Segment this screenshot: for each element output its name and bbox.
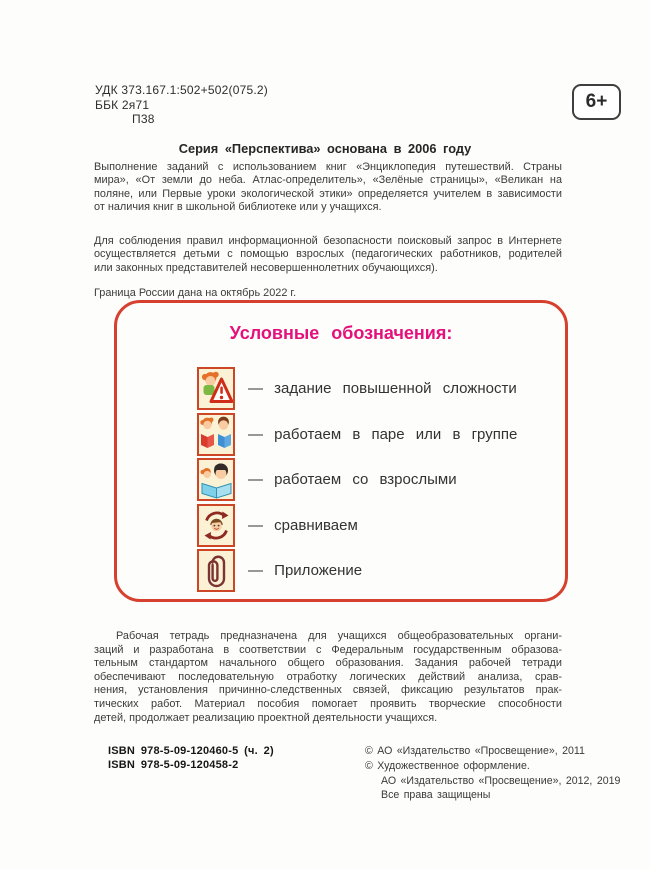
age-rating-badge: 6+ — [572, 84, 621, 120]
copyright-line: АО «Издательство «Просвещение», 2012, 2019 — [381, 774, 621, 787]
text-line: мира», «От земли до неба. Атлас-определитель», «Зелёные страницы», «Великан на — [94, 174, 562, 187]
legend-title: Условные обозначения: — [229, 323, 453, 343]
pair-or-group-work-icon — [197, 413, 235, 456]
compare-icon — [197, 504, 235, 547]
text-line: или законных представителей несовершеннолетних обучающихся). — [94, 261, 438, 274]
series-title: Серия «Перспектива» основана в 2006 году — [178, 141, 472, 156]
text-line: тических работ. Материал пособия помогает проявить творческие способности — [94, 697, 562, 710]
border-note: Граница России дана на октябрь 2022 г. — [94, 287, 297, 299]
legend-label: — работаем в паре или в группе — [248, 425, 518, 443]
difficult-task-icon — [197, 367, 235, 410]
legend-label: — сравниваем — [248, 516, 358, 534]
intro-paragraph-safety — [94, 235, 562, 275]
bbk-line: ББК 2я71 — [95, 97, 150, 112]
legend-label: — задание повышенной сложности — [248, 380, 517, 397]
legend-row-adults-work — [197, 458, 565, 501]
bibliographic-codes — [95, 83, 268, 127]
copyright-block — [365, 744, 620, 803]
appendix-paperclip-icon — [197, 549, 235, 592]
legend-label: — Приложение — [248, 562, 363, 579]
isbn-block — [108, 744, 274, 772]
text-line: обеспечивают последовательную отработку логических действий анализа, срав- — [94, 670, 562, 683]
legend-rows — [197, 367, 565, 592]
copyright-line: © АО «Издательство «Просвещение», 2011 — [365, 745, 585, 757]
text-line: нения, установления причинно-следственных связей, фиксацию результатов прак- — [94, 684, 562, 697]
text-line: от наличия книг в школьной библиотеке или у учащихся. — [94, 201, 382, 214]
work-with-adults-icon — [197, 458, 235, 501]
legend-row-pair-work — [197, 413, 565, 456]
udk-line: УДК 373.167.1:502+502(075.2) — [95, 83, 268, 97]
text-line: поляне, или Первые уроки экологической этики» определяется учителем в зависимости — [94, 187, 562, 200]
legend-row-appendix — [197, 549, 565, 592]
legend-row-difficult-task — [197, 367, 565, 410]
copyright-line: Все права защищены — [381, 789, 491, 802]
text-line: Рабочая тетрадь предназначена для учащихся общеобразовательных органи- — [116, 630, 562, 642]
text-line: детей, продолжает реализацию проектной деятельности учащихся. — [94, 711, 438, 724]
intro-paragraph-books — [94, 161, 562, 215]
isbn-line: ISBN 978-5-09-120458-2 — [108, 759, 239, 771]
isbn-line: ISBN 978-5-09-120460-5 (ч. 2) — [108, 745, 274, 757]
text-line: осуществляется детьми с помощью взрослых (педагогических работников, родителей — [94, 248, 562, 261]
legend-label: — работаем со взрослыми — [248, 471, 457, 488]
text-line: Выполнение заданий с использованием книг «Энциклопедия путешествий. Страны — [94, 161, 562, 173]
copyright-line: © Художественное оформление. — [365, 759, 530, 772]
legend-row-compare — [197, 504, 565, 547]
text-line: Для соблюдения правил информационной безопасности поисковый запрос в Интернете — [94, 235, 562, 247]
author-sign-line: П38 — [132, 112, 155, 127]
text-line: тельным стандартом начального общего образования. Задания рабочей тетради — [94, 657, 562, 670]
description-paragraph — [94, 630, 562, 725]
text-line: заций и разработана в соответствии с Федеральным государственным образова- — [94, 643, 562, 656]
legend-box — [114, 300, 568, 602]
